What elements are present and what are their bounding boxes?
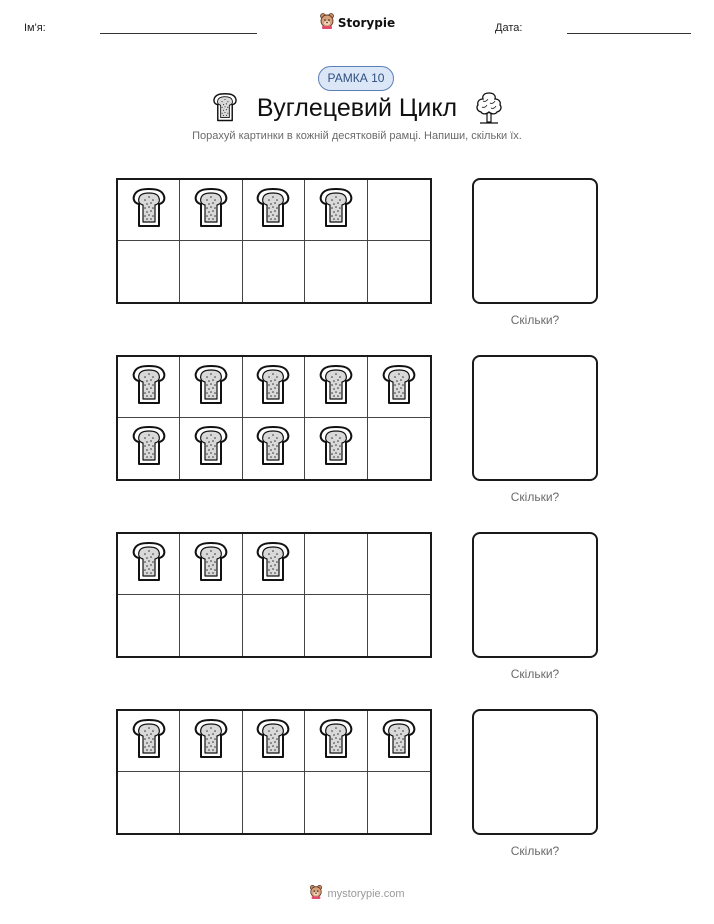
bread-slice-icon xyxy=(255,426,291,471)
bread-slice-icon xyxy=(131,719,167,764)
title-row xyxy=(0,90,714,130)
frame-cell xyxy=(180,772,242,833)
bread-slice-icon xyxy=(318,719,354,764)
name-label: Ім'я: xyxy=(24,22,46,34)
frame-cell xyxy=(305,772,367,833)
bread-slice-icon xyxy=(255,365,291,410)
frame-cell xyxy=(118,241,180,302)
frame-cell xyxy=(180,595,242,656)
brand-name: Storypie xyxy=(337,16,396,30)
bread-slice-icon xyxy=(193,188,229,233)
frame-cell xyxy=(305,711,367,772)
frame-cell xyxy=(305,534,367,595)
date-line[interactable] xyxy=(567,33,691,34)
frame-block-1 xyxy=(0,178,714,338)
frame-cell xyxy=(118,711,180,772)
frame-cell xyxy=(368,357,430,418)
answer-box[interactable] xyxy=(472,709,598,835)
answer-box[interactable] xyxy=(472,355,598,481)
bread-slice-icon xyxy=(193,719,229,764)
frame-block-4 xyxy=(0,709,714,869)
frame-cell xyxy=(180,241,242,302)
frame-cell xyxy=(243,241,305,302)
answer-label: Скільки? xyxy=(510,490,560,504)
bread-slice-icon xyxy=(318,426,354,471)
frame-cell xyxy=(243,711,305,772)
answer-label: Скільки? xyxy=(510,667,560,681)
bread-slice-icon xyxy=(131,542,167,587)
footer-url: mystorypie.com xyxy=(327,888,405,900)
instructions: Порахуй картинки в кожній десятковій рамці. Напиши, скільки їх. xyxy=(192,130,522,142)
date-label: Дата: xyxy=(495,22,523,34)
frame-cell xyxy=(180,534,242,595)
bread-slice-icon xyxy=(255,188,291,233)
frame-cell xyxy=(243,772,305,833)
frame-cell xyxy=(180,418,242,479)
frame-cell xyxy=(368,534,430,595)
footer xyxy=(0,884,714,904)
frame-cell xyxy=(305,180,367,241)
bread-slice-icon xyxy=(255,719,291,764)
bear-mascot-icon xyxy=(309,884,323,904)
bread-slice-icon xyxy=(131,188,167,233)
bread-slice-icon xyxy=(131,426,167,471)
frame-cell xyxy=(368,772,430,833)
frame-cell xyxy=(118,180,180,241)
frame-cell xyxy=(305,418,367,479)
frame-cell xyxy=(118,534,180,595)
frame-cell xyxy=(305,241,367,302)
answer-label: Скільки? xyxy=(510,313,560,327)
page-title: Вуглецевий Цикл xyxy=(256,94,458,122)
frame-cell xyxy=(118,772,180,833)
ten-frame xyxy=(116,355,432,481)
bear-mascot-icon xyxy=(319,12,335,34)
frame-cell xyxy=(118,418,180,479)
frame-cell xyxy=(368,180,430,241)
frame-cell xyxy=(180,357,242,418)
frame-cell xyxy=(243,534,305,595)
bread-slice-icon xyxy=(131,365,167,410)
brand-logo xyxy=(0,12,714,34)
frame-cell xyxy=(305,595,367,656)
bread-slice-icon xyxy=(318,188,354,233)
bread-slice-icon xyxy=(381,365,417,410)
bread-slice-icon xyxy=(255,542,291,587)
answer-box[interactable] xyxy=(472,532,598,658)
ten-frame xyxy=(116,532,432,658)
frame-cell xyxy=(243,418,305,479)
frame-cell xyxy=(180,180,242,241)
ten-frame xyxy=(116,178,432,304)
bread-slice-icon xyxy=(193,542,229,587)
frame-badge: РАМКА 10 xyxy=(318,66,394,91)
answer-box[interactable] xyxy=(472,178,598,304)
frame-cell xyxy=(305,357,367,418)
frame-cell xyxy=(368,595,430,656)
frame-cell xyxy=(243,180,305,241)
frame-cell xyxy=(243,357,305,418)
ten-frame xyxy=(116,709,432,835)
bread-slice-icon xyxy=(193,365,229,410)
frame-cell xyxy=(118,595,180,656)
frame-cell xyxy=(243,595,305,656)
answer-label: Скільки? xyxy=(510,844,560,858)
frame-cell xyxy=(180,711,242,772)
bread-slice-icon xyxy=(381,719,417,764)
bread-slice-icon xyxy=(318,365,354,410)
bread-slice-icon xyxy=(193,426,229,471)
tree-icon xyxy=(475,91,503,130)
frame-block-2 xyxy=(0,355,714,515)
frame-cell xyxy=(368,711,430,772)
frame-cell xyxy=(368,241,430,302)
frame-cell xyxy=(368,418,430,479)
frame-cell xyxy=(118,357,180,418)
frame-block-3 xyxy=(0,532,714,692)
